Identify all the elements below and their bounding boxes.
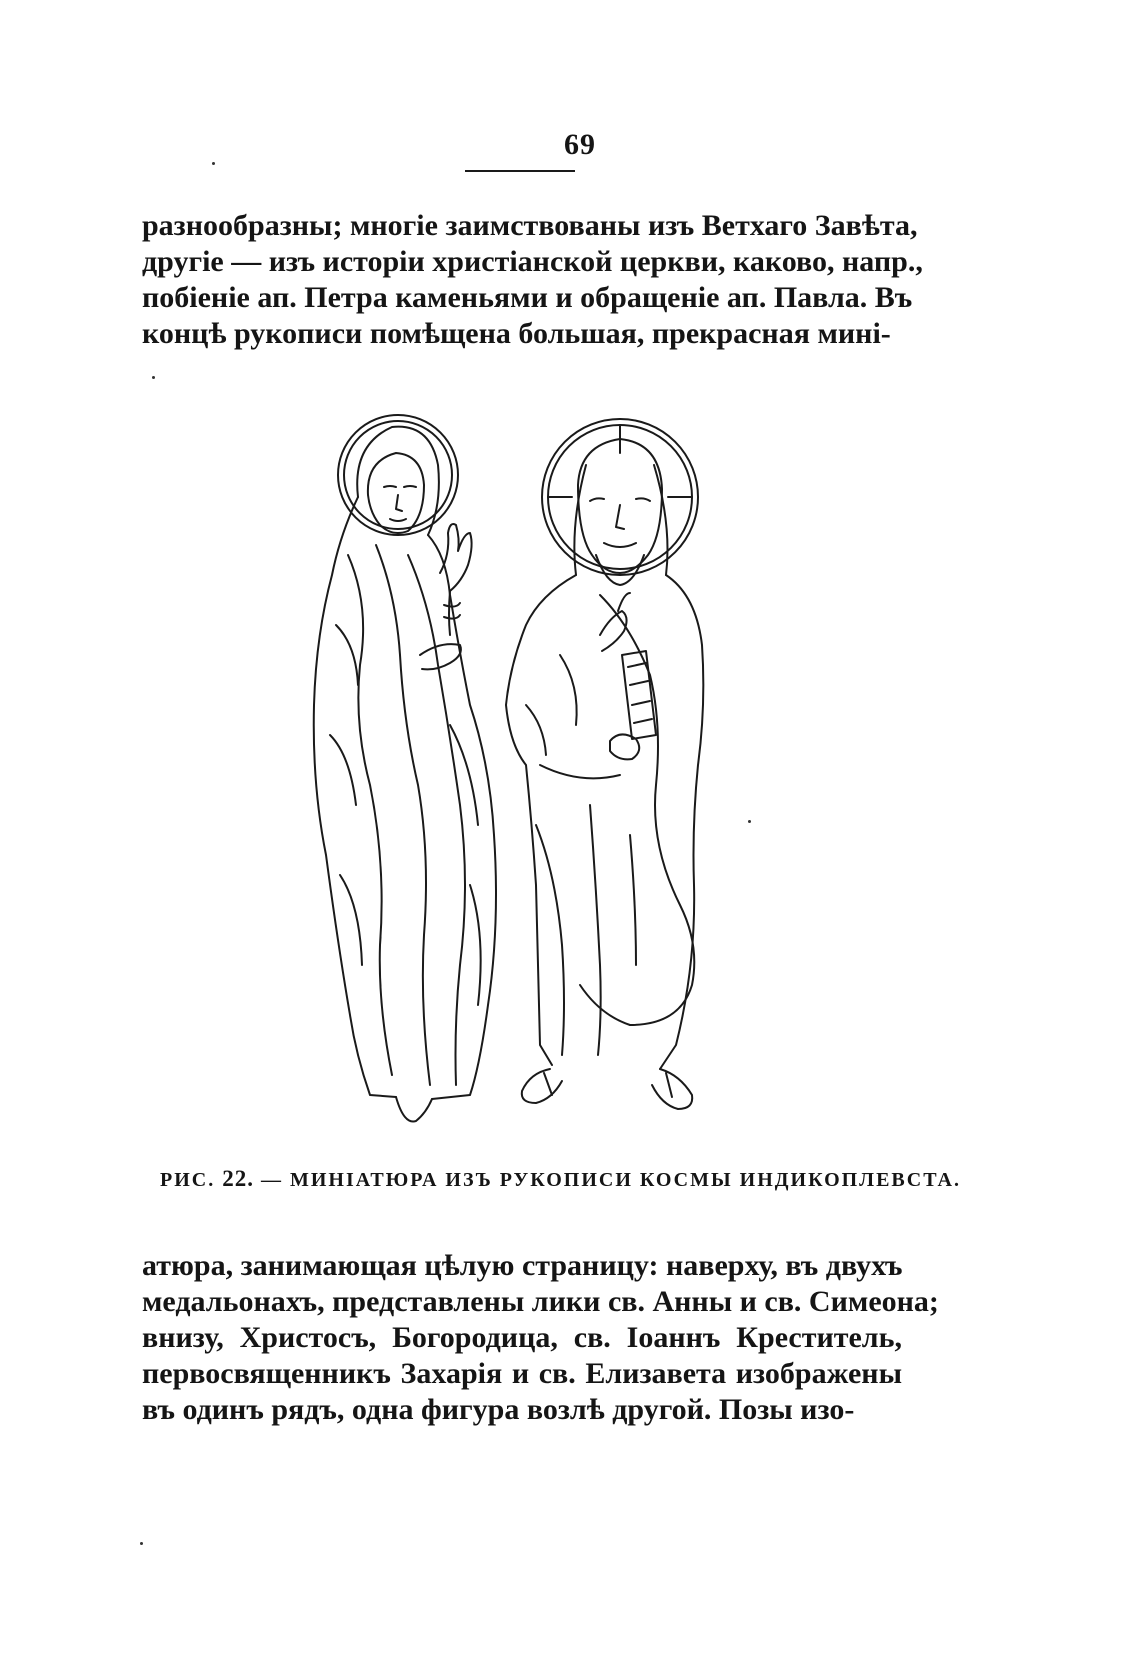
print-speck: [212, 162, 215, 165]
print-speck: [140, 1542, 143, 1545]
text-line: атюра, занимающая цѣлую страницу: наверху, въ двухъ: [142, 1249, 903, 1282]
text-line: внизу, Христосъ, Богородица, св. Іоаннъ Креститель,: [142, 1321, 902, 1354]
page-number-rule: [465, 170, 575, 172]
text-line: побіеніе ап. Петра каменьями и обращеніе ап. Павла. Въ: [142, 281, 913, 314]
text-line: медальонахъ, представлены лики св. Анны и св. Симеона;: [142, 1285, 939, 1318]
print-speck: [152, 376, 155, 379]
text-line: разнообразны; многіе заимствованы изъ Ветхаго Завѣта,: [142, 209, 918, 242]
right-figure-halo: [542, 419, 698, 575]
text-block-bottom: [142, 1248, 939, 1428]
text-line: въ одинъ рядъ, одна фигура возлѣ другой. Позы изо-: [142, 1393, 855, 1426]
text-line: другіе — изъ исторіи христіанской церкви, каково, напр.,: [142, 245, 923, 278]
text-line: первосвященникъ Захарія и св. Елизавета изображены: [142, 1357, 902, 1390]
print-speck: [748, 820, 751, 823]
page-number: 69: [564, 128, 596, 161]
miniature-illustration: [300, 405, 730, 1145]
text-line: концѣ рукописи помѣщена большая, прекрасная мині-: [142, 317, 891, 350]
left-figure-halo: [338, 415, 458, 535]
figure-caption: [160, 1166, 961, 1192]
text-block-top: [142, 208, 923, 352]
caption-number: 22.: [222, 1166, 254, 1191]
caption-prefix: РИС.: [160, 1169, 216, 1191]
caption-text: — МИНІАТЮРА ИЗЪ РУКОПИСИ КОСМЫ ИНДИКОПЛЕВСТА.: [260, 1169, 961, 1191]
